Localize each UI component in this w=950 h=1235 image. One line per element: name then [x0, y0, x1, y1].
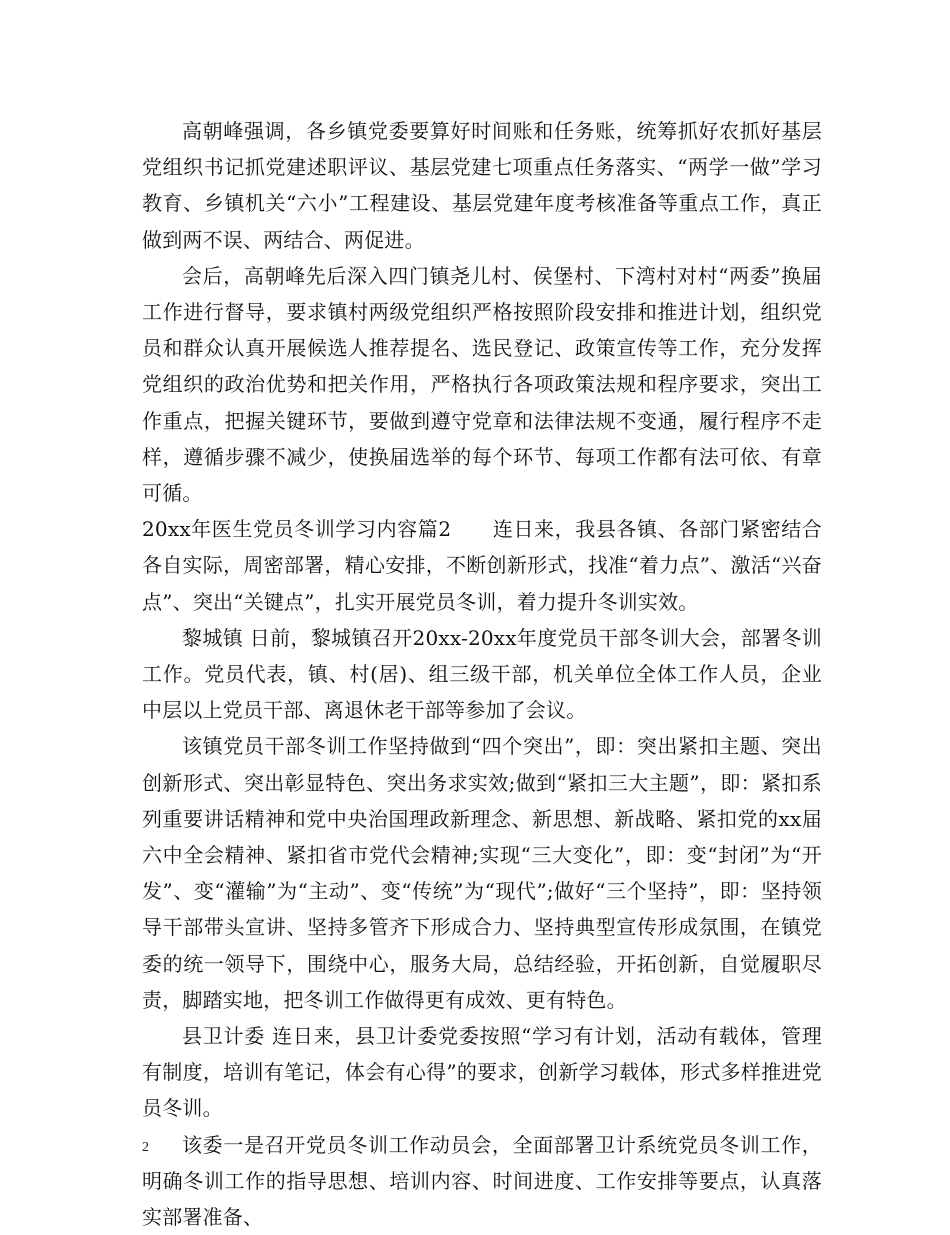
paragraph-5: 该镇党员干部冬训工作坚持做到“四个突出”，即：突出紧扣主题、突出创新形式、突出彰显特色、突出务求实效;做到“紧扣三大主题”，即：紧扣系列重要讲话精神和党中央治国理政新理念、新思想、新战略、紧扣党的xx届六中全会精神、紧扣省市党代会精神;实现“三大变化”，即：变“封闭”为“开发”、变“灌输”为“主动”、变“传统”为“现代”;做好“三个坚持”，即：坚持领导干部带头宣讲、坚持多管齐下形成合力、坚持典型宣传形成氛围，在镇党委的统一领导下，围绕中心，服务大局，总结经验，开拓创新，自觉履职尽责，脚踏实地，把冬训工作做得更有成效、更有特色。 — [142, 734, 822, 1012]
paragraph-4: 黎城镇 日前，黎城镇召开20xx-20xx年度党员干部冬训大会，部署冬训工作。党员代表，镇、村(居)、组三级干部，机关单位全体工作人员，企业中层以上党员干部、离退休老干部等参加了会议。 — [142, 625, 822, 723]
page-number: 2 — [142, 1140, 149, 1155]
document-body — [142, 113, 822, 1235]
paragraph-1: 高朝峰强调，各乡镇党委要算好时间账和任务账，统筹抓好农抓好基层党组织书记抓党建述职评议、基层党建七项重点任务落实、“两学一做”学习教育、乡镇机关“六小”工程建设、基层党建年度考核准备等重点工作，真正做到两不误、两结合、两促进。 — [142, 119, 822, 252]
paragraph-7: 该委一是召开党员冬训工作动员会，全面部署卫计系统党员冬训工作，明确冬训工作的指导思想、培训内容、时间进度、工作安排等要点，认真落实部署准备、 — [142, 1132, 822, 1230]
paragraph-6: 县卫计委 连日来，县卫计委党委按照“学习有计划，活动有载体，管理有制度，培训有笔记，体会有心得”的要求，创新学习载体，形式多样推进党员冬训。 — [142, 1024, 822, 1121]
paragraph-3-section-heading: 20xx年医生党员冬训学习内容篇2 连日来，我县各镇、各部门紧密结合各自实际，周密部署，精心安排，不断创新形式，找准“着力点”、激活“兴奋点”、突出“关键点”，扎实开展党员冬训，着力提升冬训实效。 — [142, 517, 822, 614]
paragraph-2: 会后，高朝峰先后深入四门镇尧儿村、侯堡村、下湾村对村“两委”换届工作进行督导，要求镇村两级党组织严格按照阶段安排和推进计划，组织党员和群众认真开展候选人推荐提名、选民登记、政策宣传等工作，充分发挥党组织的政治优势和把关作用，严格执行各项政策法规和程序要求，突出工作重点，把握关键环节，要做到遵守党章和法律法规不变通，履行程序不走样，遵循步骤不减少，使换届选举的每个环节、每项工作都有法可依、有章可循。 — [142, 263, 822, 506]
